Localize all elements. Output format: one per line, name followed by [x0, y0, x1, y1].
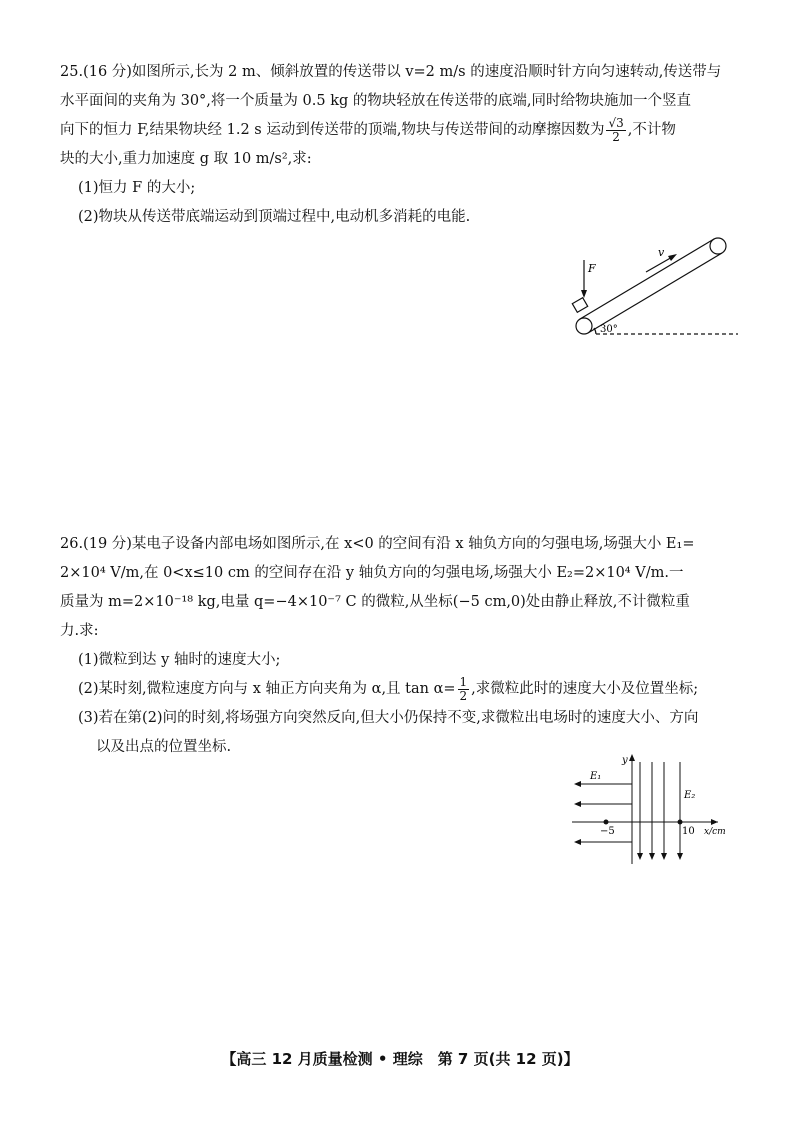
label-E2: E₂ [684, 790, 696, 801]
q26-sub-2-text: (2)某时刻,微粒速度方向与 x 轴正方向夹角为 α,且 tan α= [78, 681, 456, 697]
label-angle: 30° [600, 324, 618, 335]
x10-point [678, 820, 683, 825]
q26-line-2: 2×10⁴ V/m,在 0<x≤10 cm 的空间存在沿 y 轴负方向的匀强电场,场强大小 E₂=2×10⁴ V/m.一 [60, 565, 684, 581]
label-x-unit: x/cm [704, 827, 726, 837]
velocity-arrowhead [668, 254, 677, 261]
q25-line-1: 25.(16 分)如图所示,长为 2 m、倾斜放置的传送带以 v=2 m/s 的速度沿顺时针方向匀速转动,传送带与 [60, 64, 722, 80]
q25-line-3-text: 向下的恒力 F,结果物块经 1.2 s 运动到传送带的顶端,物块与传送带间的动摩擦因数为 [60, 122, 605, 138]
e2-arrowhead-3 [661, 853, 667, 860]
q26-sub-1: (1)微粒到达 y 轴时的速度大小; [78, 652, 281, 668]
e1-arrowhead-3 [574, 839, 581, 845]
e1-arrowhead-2 [574, 801, 581, 807]
electric-field-figure [570, 752, 740, 867]
label-v: v [658, 246, 665, 259]
q26-sub-2 [60, 675, 740, 704]
particle-start-point [604, 820, 609, 825]
q25-sub-2: (2)物块从传送带底端运动到顶端过程中,电动机多消耗的电能. [78, 209, 471, 225]
conveyor-belt-figure [560, 228, 740, 340]
belt-lower [588, 253, 722, 333]
question-26 [60, 530, 740, 762]
force-arrowhead [581, 290, 587, 298]
q26-sub-3: (3)若在第(2)问的时刻,将场强方向突然反向,但大小仍保持不变,求微粒出电场时的速度大小、方向 [78, 710, 699, 726]
q26-line-4: 力.求: [60, 623, 99, 639]
mu-denominator: 2 [612, 129, 620, 144]
q26-sub-2-tail: ,求微粒此时的速度大小及位置坐标; [471, 681, 699, 697]
x-axis-arrowhead [711, 819, 718, 825]
y-axis-arrowhead [629, 754, 635, 761]
e2-arrowhead-1 [637, 853, 643, 860]
friction-coefficient-fraction [606, 117, 625, 144]
label-10: 10 [682, 826, 695, 837]
q25-line-3-tail: ,不计物 [627, 122, 676, 138]
e2-arrowhead-4 [677, 853, 683, 860]
q25-line-2: 水平面间的夹角为 30°,将一个质量为 0.5 kg 的物块轻放在传送带的底端,同时给物块施加一个竖直 [60, 93, 691, 109]
belt-upper [580, 239, 714, 319]
page-footer: 【高三 12 月质量检测 • 理综 第 7 页(共 12 页)】 [221, 1050, 579, 1068]
e2-arrowhead-2 [649, 853, 655, 860]
tan-numerator: 1 [459, 674, 468, 689]
tan-fraction [458, 676, 470, 703]
question-25 [60, 58, 740, 232]
q25-line-3 [60, 116, 740, 145]
q25-sub-1: (1)恒力 F 的大小; [78, 180, 196, 196]
q26-line-3: 质量为 m=2×10⁻¹⁸ kg,电量 q=−4×10⁻⁷ C 的微粒,从坐标(−5 cm,0)处由静止释放,不计微粒重 [60, 594, 690, 610]
e1-arrowhead-1 [574, 781, 581, 787]
q26-line-1: 26.(19 分)某电子设备内部电场如图所示,在 x<0 的空间有沿 x 轴负方向的匀强电场,场强大小 E₁= [60, 536, 695, 552]
q25-line-4: 块的大小,重力加速度 g 取 10 m/s²,求: [60, 151, 312, 167]
block [572, 298, 587, 313]
label-F: F [588, 262, 596, 275]
label-minus-5: −5 [600, 826, 615, 837]
mu-numerator: √3 [608, 115, 624, 130]
label-y: y [622, 755, 628, 766]
label-E1: E₁ [590, 771, 602, 782]
tan-denominator: 2 [459, 688, 468, 703]
q26-sub-3-cont: 以及出点的位置坐标. [96, 739, 232, 755]
